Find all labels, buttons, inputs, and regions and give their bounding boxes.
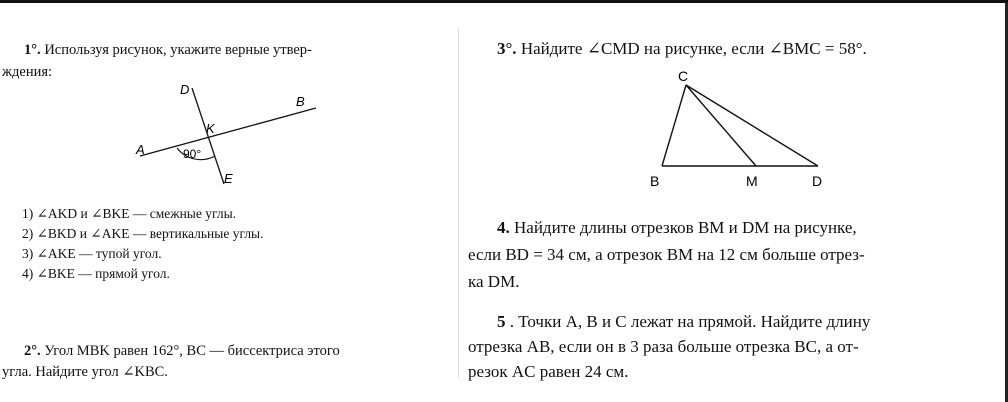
angle-label: 90° [183, 147, 202, 161]
task2-text: Угол MBK равен 162°, BC — биссектриса этого [44, 343, 340, 359]
task5-text: . Точки A, B и C лежат на прямой. Найдите длину [509, 312, 871, 331]
task4-number: 4. [497, 218, 510, 237]
task3-text: Найдите ∠CMD на рисунке, если ∠BMC = 58°. [520, 39, 867, 58]
task2-line2: угла. Найдите угол ∠KBC. [2, 364, 168, 380]
task5-line1 [497, 310, 870, 333]
label-c: C [678, 68, 689, 84]
task4-line3: ка DM. [468, 272, 520, 291]
segment-bc [662, 85, 686, 166]
task1-number: 1°. [24, 42, 41, 58]
task1-line1 [24, 40, 312, 60]
task5-line3: резок AC равен 24 см. [468, 362, 629, 381]
label-a: A [136, 142, 145, 157]
task2-number: 2°. [24, 343, 41, 359]
task1-figure [128, 80, 328, 195]
segment-cm [686, 85, 756, 166]
label-m: M [746, 173, 758, 189]
label-k: K [206, 121, 215, 136]
top-border [0, 0, 1008, 3]
label-b3: B [650, 173, 660, 189]
segment-cd [686, 85, 818, 166]
task4-line1 [497, 216, 857, 239]
column-divider [458, 28, 459, 378]
task2-line1 [24, 341, 340, 361]
task1-line2: ждения: [2, 64, 53, 80]
task4-line2: если BD = 34 см, а отрезок BM на 12 см больше отрез- [468, 245, 865, 264]
task5-line2: отрезка AB, если он в 3 раза больше отрезка BC, а от- [468, 337, 859, 356]
line-de [192, 88, 224, 184]
task1-option-3: 3) ∠AKE — тупой угол. [22, 246, 162, 261]
line-ab [140, 108, 316, 156]
task3-number: 3°. [497, 39, 517, 58]
task1-option-1: 1) ∠AKD и ∠BKE — смежные углы. [22, 206, 237, 221]
task1-option-4: 4) ∠BKE — прямой угол. [22, 266, 170, 281]
label-e: E [224, 171, 233, 186]
task1-text: Используя рисунок, укажите верные утвер- [44, 42, 312, 58]
task3-line [497, 37, 867, 60]
task4-text: Найдите длины отрезков BM и DM на рисунке, [514, 218, 857, 237]
label-b: B [296, 94, 305, 109]
task5-number: 5 [497, 312, 506, 331]
label-d: D [180, 82, 190, 97]
task1-option-2: 2) ∠BKD и ∠AKE — вертикальные углы. [22, 226, 264, 241]
task3-figure [640, 66, 840, 191]
label-d3: D [812, 173, 823, 189]
